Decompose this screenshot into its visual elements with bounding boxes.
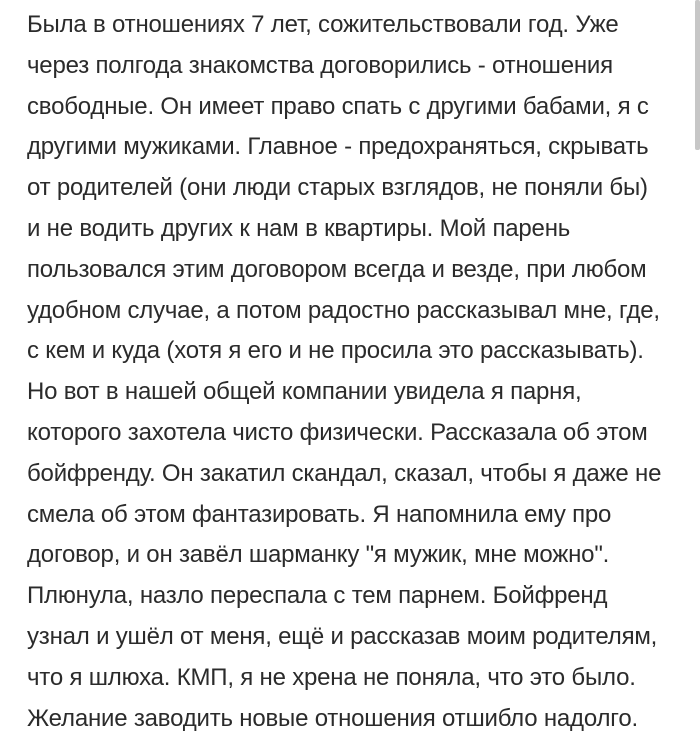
post-line: от родителей (они люди старых взглядов, не поняли бы) <box>27 174 648 202</box>
post-line: свободные. Он имеет право спать с другими бабами, я с <box>27 92 649 120</box>
post-line: договор, и он завёл шарманку "я мужик, мне можно". <box>27 541 610 569</box>
post-line: и не водить других к нам в квартиры. Мой парень <box>27 214 571 242</box>
post-text <box>27 5 682 738</box>
post-line: бойфренду. Он закатил скандал, сказал, чтобы я даже не <box>27 459 662 487</box>
post-line: через полгода знакомства договорились - отношения <box>27 51 613 79</box>
post-line: пользовался этим договором всегда и везде, при любом <box>27 255 647 283</box>
post-line: Желание заводить новые отношения отшибло надолго. <box>27 704 638 732</box>
post-line: смела об этом фантазировать. Я напомнила ему про <box>27 500 612 528</box>
scrollbar-thumb[interactable] <box>695 0 700 150</box>
post-line: с кем и куда (хотя я его и не просила это рассказывать). <box>27 337 644 365</box>
post-line: Но вот в нашей общей компании увидела я парня, <box>27 378 582 406</box>
post-line: удобном случае, а потом радостно рассказывал мне, где, <box>27 296 660 324</box>
post-line: Плюнула, назло переспала с тем парнем. Бойфренд <box>27 582 608 610</box>
post-line: что я шлюха. КМП, я не хрена не поняла, что это было. <box>27 663 636 691</box>
post-line: узнал и ушёл от меня, ещё и рассказав моим родителям, <box>27 622 658 650</box>
post-line: другими мужиками. Главное - предохраняться, скрывать <box>27 133 649 161</box>
post-line: Была в отношениях 7 лет, сожительствовали год. Уже <box>27 11 619 38</box>
post-line: которого захотела чисто физически. Рассказала об этом <box>27 418 648 446</box>
